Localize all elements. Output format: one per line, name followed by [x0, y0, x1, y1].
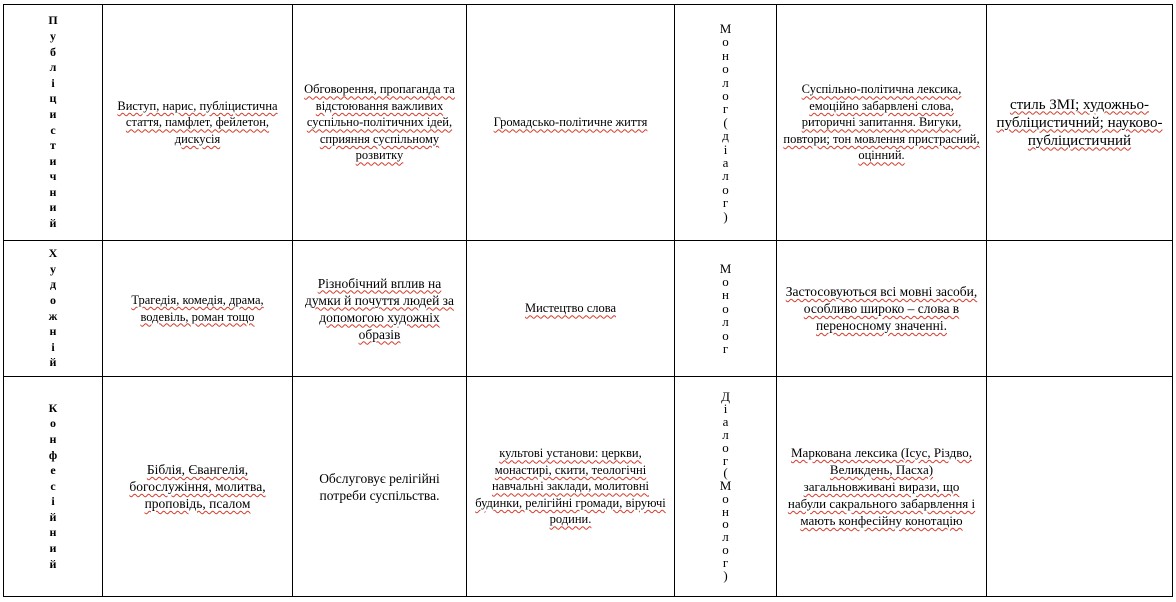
- form-text: Д і а л о г ( М о н о л о г ): [719, 388, 732, 583]
- substyles-cell: [987, 241, 1173, 377]
- form-text: М о н о л о г: [719, 260, 732, 357]
- table-row: [4, 377, 1173, 597]
- sphere-cell: [467, 5, 675, 241]
- features-text: Маркована лексика (Ісус, Різдво, Великдень, Пасха) загальновживані вирази, що набули сакрального забарвлення і мають конфесійну конотацію: [787, 445, 976, 528]
- form-text: М о н о л о г ( д і а л о г ): [719, 20, 732, 224]
- genres-cell: [103, 377, 293, 597]
- features-text: Застосовуються всі мовні засоби, особливо широко – слова в переносному значенні.: [785, 284, 978, 333]
- sphere-text: культові установи: церкви, монастирі, скити, теологічні навчальні заклади, молитовні будинки, релігійні громади, віруючі родини.: [475, 446, 666, 527]
- styles-table: [3, 4, 1173, 597]
- genres-cell: [103, 5, 293, 241]
- style-name-cell: [4, 241, 103, 377]
- sphere-text: Громадсько-політичне життя: [493, 115, 648, 130]
- style-name: Х у д о ж н і й: [48, 246, 58, 370]
- sphere-cell: [467, 377, 675, 597]
- function-text: Різнобічний вплив на думки й почуття людей за допомогою художніх образів: [304, 275, 455, 342]
- genres-text: Трагедія, комедія, драма, водевіль, роман тощо: [131, 293, 264, 324]
- form-cell: [675, 5, 777, 241]
- features-text: Суспільно-політична лексика, емоційно забарвлені слова, риторичні запитання. Вигуки, повтори; тон мовлення пристрасний, оцінний.: [783, 82, 980, 163]
- style-name-cell: [4, 5, 103, 241]
- function-cell: [293, 377, 467, 597]
- function-text: Обслуговує релігійні потреби суспільства.: [319, 470, 440, 503]
- function-cell: [293, 241, 467, 377]
- substyles-cell: [987, 5, 1173, 241]
- form-cell: [675, 377, 777, 597]
- sphere-text: Мистецтво слова: [524, 301, 617, 316]
- style-name: П у б л і ц и с т и ч н и й: [48, 13, 58, 231]
- sphere-cell: [467, 241, 675, 377]
- style-name: К о н ф е с і й н и й: [48, 400, 58, 571]
- style-name-cell: [4, 377, 103, 597]
- function-cell: [293, 5, 467, 241]
- substyles-text: стиль ЗМІ; художньо-публіцистичний; науково-публіцистичний: [996, 96, 1163, 149]
- table-row: [4, 241, 1173, 377]
- form-cell: [675, 241, 777, 377]
- genres-cell: [103, 241, 293, 377]
- genres-text: Біблія, Євангелія, богослужіння, молитва, проповідь, псалом: [129, 462, 266, 511]
- substyles-cell: [987, 377, 1173, 597]
- features-cell: [777, 377, 987, 597]
- features-cell: [777, 241, 987, 377]
- function-text: Обговорення, пропаганда та відстоювання важливих суспільно-політичних ідей, сприяння суспільному розвитку: [304, 82, 455, 163]
- features-cell: [777, 5, 987, 241]
- genres-text: Виступ, нарис, публіцистична стаття, памфлет, фейлетон, дискусія: [117, 98, 278, 146]
- table-row: [4, 5, 1173, 241]
